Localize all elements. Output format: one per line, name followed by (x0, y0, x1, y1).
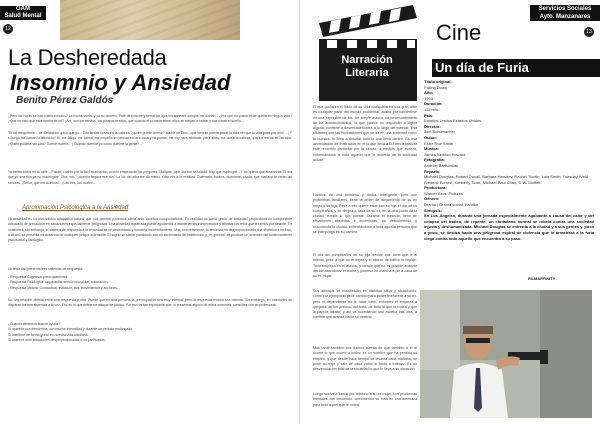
review-paragraph-1: El que podía en el inicio de su vida cualquiera en una gran urbe es cualquier parte del mundo occidental, acaba por convertirse en una expresión de los. Un simple atasco, un desencadenante de los acontecimientos; lo que parece no responder a lógica alguna, contiene a desencadenantes a lo largo del metraje. Esa situación con las fluctuaciones que se da en una sociedad como la nuestra, le lleva a desatar todo lo que lleva dentro. Es esa acumulación de frustración en él lo que lleva a D-Fens a realizar este recorrido particular por la ciudad, a medida que avanza, enfrentándose a todo aquello que le molesta de la sociedad actual. (313, 105, 417, 162)
info-item (424, 185, 594, 196)
info-key: Productora: (424, 185, 447, 191)
info-value: 112 min. (424, 106, 440, 112)
services-tag-line2: Ayto. Manzanares (539, 14, 591, 20)
info-item (424, 157, 594, 168)
info-value: Andrzej Bartkowiak (424, 162, 459, 168)
info-key: País: (424, 112, 434, 118)
info-key: Año: (424, 90, 434, 96)
info-item (424, 146, 594, 157)
info-value: Joel Schumacher (424, 129, 455, 135)
info-item (424, 79, 594, 90)
clapper-line1: Narración (341, 54, 393, 66)
services-tag-line1: Servicios Sociales (538, 6, 592, 12)
info-value: Drama | Drama social. Familia (424, 202, 478, 208)
info-key: Duración: (424, 101, 443, 107)
psychology-section-title: Aproximación Psicológica a la Ansiedad (22, 205, 129, 211)
gam-tag-line1: GAM (16, 6, 30, 12)
response-list: - Respuesta Cognitiva: preocupaciones. - Respuesta Fisiológica: taquicardia, tensión muscular, sudoración. - Respuesta Motora: Conductual: evitación, tics, movimientos y acciones. (8, 275, 118, 290)
info-item (424, 124, 594, 135)
help-list: ¿Cuándo debemos buscar ayuda? Si aparece con frecuencia, con mucha intensidad y durante un periodo prolongado. Si interfiere de forma grave en nuestra vida cotidiana. Si aparece ante situaciones desproporcionadas o no justificadas. (8, 322, 133, 342)
services-tag (530, 5, 600, 21)
page-number-left: 12 (3, 24, 13, 34)
info-item (424, 90, 594, 101)
info-key: Guión: (424, 134, 437, 140)
story-paragraph-2: "El tal mequetrefe... de Sebastián quiso que yo... Con tantas cosas en la cabeza, ¿quién puede dormir? Madre de Dios, ¡qué bien se puede pasar la vida sin que la vida pase por uno!... ¿Y si luego me llaman la atención? Si, me fatigo, me canso, me empeño en pensar en otra cosa y no puedo, me voy para adelante, para atrás, me duele la cabeza, y la luz me da en los ojos. ¿Quién pudiera ser otra? Dormir, dormir... ¿Cuándo dormiré yo como duerme la gente?..." (8, 131, 292, 146)
info-item (424, 101, 594, 112)
info-item (424, 196, 594, 207)
info-item (424, 208, 594, 242)
article-subtitle: Insomnio y Ansiedad (10, 70, 231, 95)
info-key: Sinopsis: (424, 207, 443, 213)
clapper-label (322, 54, 412, 80)
review-paragraph-6: Luego vuelve a llamar por teléfono a su ex mujer. Los problemas mentales van creciendo, convirtiendo su furia en una amenaza para todo aquel que le rodea. (313, 392, 417, 407)
movie-title-bar (432, 59, 600, 77)
info-key: Género: (424, 196, 440, 202)
movie-info-list (424, 79, 594, 241)
info-key: Título original: (424, 79, 452, 84)
info-value: 1993 (424, 95, 433, 101)
info-value: Falling Down (424, 84, 448, 90)
header-map-image (60, 0, 240, 40)
page-number-right: 13 (584, 27, 594, 37)
review-paragraph-3: El día del cumpleaños de su hija decide que tiene que ir al mismo, pese a que no le dejan y el atasco de tráfico lo impide. Todo empieza en el atasco, y viendo que no es posible avanzar decide abandonar el coche y ponerse en marcha a pie a casa de su ex mujer. (313, 253, 417, 279)
review-paragraph-5: Más tarde también nos damos cuenta de que también a él le ocurre lo que ocurre a todos: es un hombre que ha perdido su empleo, y que desde hace tiempo se levanta cada mañana, se pone su traje y sale de casa como si fuera a trabajar. Es su desvinculación total de la sociedad lo que le lleva a su situación. (313, 346, 417, 372)
review-paragraph-4: Sus altibajos se manifiestan en distintos sitios y situaciones, como por ejemplo al pedir cambio para poder telefonear a su ex, pero el dependiente no le hace caso, entonces él empieza a quejarse de los precios, del trato, de todo lo que le rodea y que le parece injusto, y así va sucediendo una escena tras otra, a medida que avanza hacia su destino. (313, 289, 417, 320)
info-value: En Los Ángeles, durante una jornada especialmente agobiante a causa del calor y del colapso del tráfico, de repente, un ciudadano normal se rebela contra una sociedad injusta y deshumanizada. Michael Douglas se enfrenta a la ciudad y a sus gentes y, poco a poco, se desliza hacia una peligrosa espiral de violencia que le arrastrará a la furia ciega contra todo aquello que encuentra a su paso. (424, 213, 594, 241)
info-key: Música: (424, 146, 439, 152)
info-value: Michael Douglas, Robert Duvall, Barbara Hershey, Rachel Ticotin, Lois Smith, Tuesday Weld, Frederic Forrest, Kimberly Scott, Michael Paul Chan, D.W. Moffett (424, 174, 590, 185)
article-title: La Desheredada (8, 45, 167, 70)
info-key: Fotografía: (424, 157, 445, 163)
movie-still-image (420, 290, 592, 418)
info-value: James Newton Howard (424, 151, 466, 157)
clapper-top-icon (319, 5, 417, 37)
info-value: Ebbe Roe Smith (424, 140, 454, 146)
info-item (424, 113, 594, 124)
anxiety-paragraph-1: La ansiedad es un mecanismo adaptativo natural que nos permite ponernos alerta ante sucesos comprometidos. En realidad un cierto grado de ansiedad proporciona un componente adecuado de precaución en situaciones especialmente peligrosas. Una ansiedad moderada puede ayudarnos a mantenernos concentrados y afrontar los retos que tenemos por delante. En ocasiones, sin embargo, el sistema de respuesta a la ansiedad se ve desbordado y funciona incorrectamente. Más concretamente, la ansiedad es desproporcionada a la situación e incluso, a veces, se presenta en ausencia de cualquier peligro ostensible. El sujeto se siente paralizado con un sentimiento de indefensión y, en general, se produce un deterioro del funcionamiento psicosocial y fisiológico. (8, 217, 292, 243)
article-author: Benito Pérez Galdós (16, 95, 114, 106)
story-paragraph-1: ¿Pero las horas se han vuelto minutos? La noche vuela, y yo no duermo. Esté otra noche y cerrar los ojos los apretaré aunque me duelan... ¿Por qué no puedo estar quieta en ningún lado? ¿Qué es esto que está dentro de mí? ¡Ah!, son los nervios, los pícaros nervios, que cuando el corazón teme, ellos se niegan a hablar y nos roban el sueño... (8, 114, 292, 124)
filmaffinity-credit: FILMAFFINITY (528, 276, 556, 281)
gam-tag (0, 6, 46, 20)
anxiety-paragraph-2: La ansiedad presenta tres sistemas de respuesta: (8, 267, 84, 271)
info-value: Estados Unidos Estados Unidos (424, 118, 482, 124)
anxiety-paragraph-3: No hay relación directa entre una respuesta y otra. Puede que en una persona la preocupación sea muy intensa, pero la respuesta motora sea mínima. Sin embargo, en ocasiones se disparan los tres sistemas a la vez. Eso es lo que define un ataque de pánico. Por eso es tan importante que, si presentas alguno de estos síntomas, consultes con un profesional. (8, 298, 292, 308)
movie-still-icon (420, 290, 592, 418)
story-paragraph-3: Ya veréis todos en la calle... Pacan, cuanto por la tía Encarnación, pronto empezarán los pregones. Mañana, ¡qué día tan señalado!, hay que madrugar... Y no quiero que amanezca. El día que yo sea rica ya no madrugaré. Dios mío, ¿cuándo llegará ese día? La luz del alba me da miedo. Otra vez a la realidad. Duérmete, Isidora, duérmete, olvida, que mañana te verán las señoras. ¡Señor, que me duerma!... ¡Las tres, las cuatro!... (8, 170, 292, 185)
info-value: Warner Bros. Pictures (424, 190, 463, 196)
movie-title: Un día de Furia (435, 60, 529, 75)
info-item (424, 169, 594, 186)
gam-tag-line2: Salud Mental (4, 13, 42, 19)
cinema-section-title: Cine (436, 20, 482, 45)
info-key: Director: (424, 123, 441, 129)
clapper-line2: Literaria (345, 67, 389, 79)
info-item (424, 135, 594, 146)
review-paragraph-2: Hombre de una treintena y tantos, inteligente, pero con problemas familiares, tiene la orden de alejamiento de su ex mujer y su hija. Pese a ello quiere estar con su hija el día de su cumpleaños, y se dirigirá a casa de su ex, en la otra punta de la ciudad, cueste lo que cueste. Durante el trayecto, lleno de situaciones absurdas e incómodas, irá descubriendo y recorriendo la ciudad, enfrentándose a toda aquella persona que se interponga en su camino. (313, 193, 417, 235)
info-key: Reparto: (424, 168, 441, 174)
clapperboard-icon (313, 3, 421, 103)
